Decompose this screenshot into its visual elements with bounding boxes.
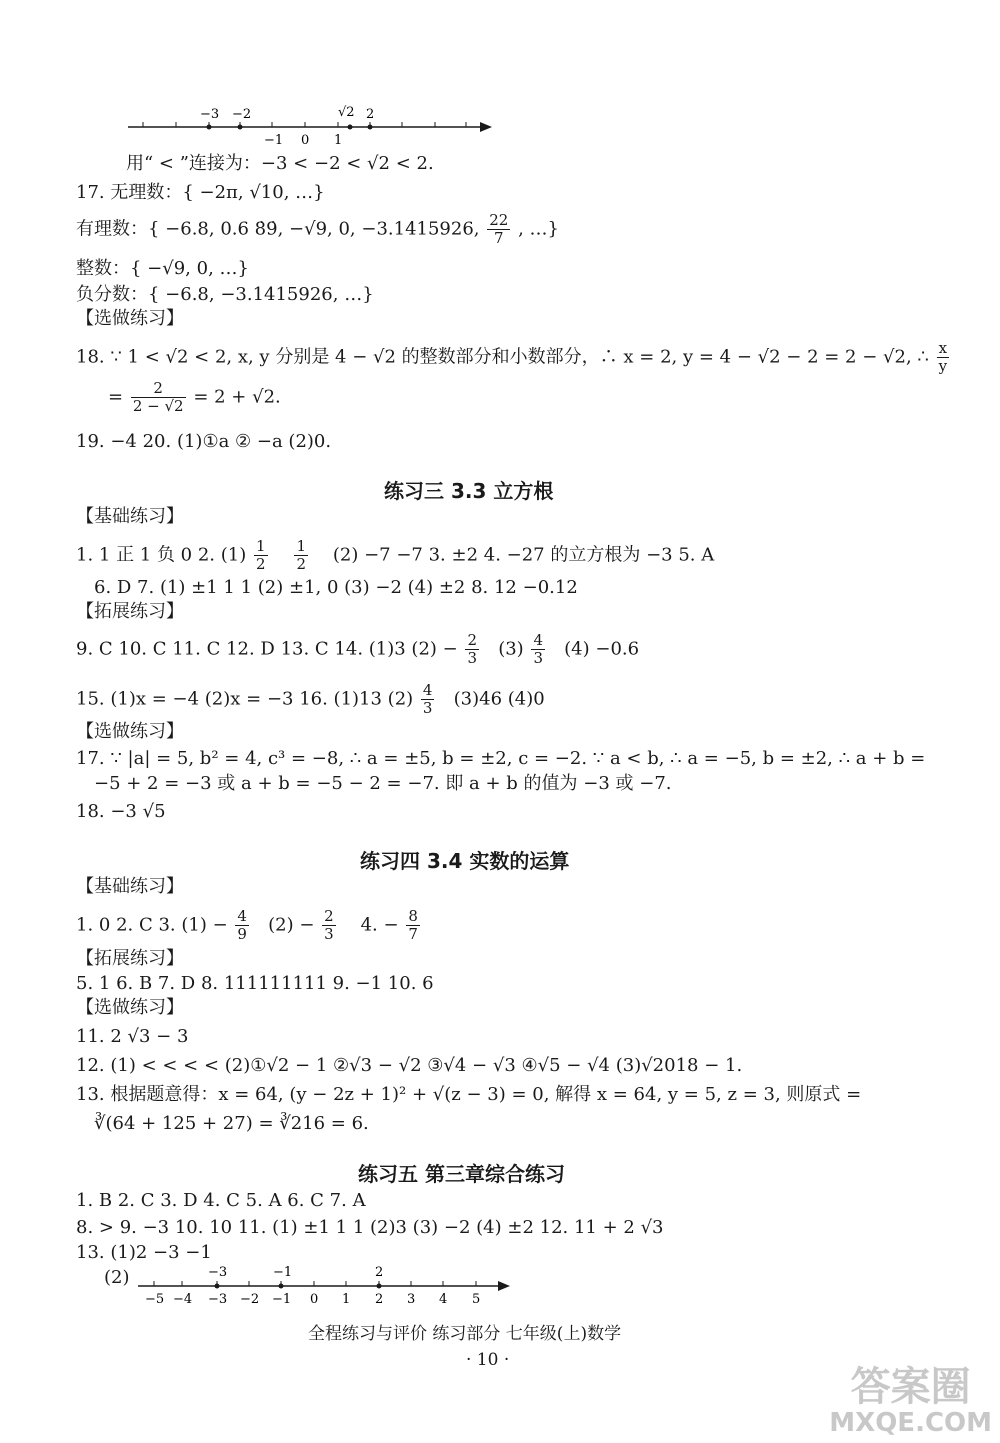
nl1-label-2: 2 [366,107,375,122]
ex4-q13-line2: ∛(64 + 125 + 27) = ∛216 = 6. [94,1113,369,1134]
ex4-q12: 12. (1) < < < < (2)①√2 − 1 ②√3 − √2 ③√4 − √3 ④√5 − √4 (3)√2018 − 1. [76,1055,743,1076]
nl1-label-0: 0 [301,133,310,148]
fraction-22-7: $\frac{22}{7}$ [489,211,509,247]
q17-rational-end: , …} [518,218,559,240]
nl1-label-sqrt2: √2 [338,105,355,120]
ex3-line2: 6. D 7. (1) ±1 1 1 (2) ±1, 0 (3) −2 (4) ±2 8. 12 −0.12 [94,577,578,598]
ex3-q17-line2: −5 + 2 = −3 或 a + b = −5 − 2 = −7. 即 a + b 的值为 −3 或 −7. [94,773,672,794]
fraction-4-3-a: $\frac{4}{3}$ [533,631,543,667]
nl1-label-1: 1 [334,133,343,148]
nl2-tick-minus4: −4 [173,1292,193,1307]
section-basic-4: 【基础练习】 [76,876,184,897]
number-line-2 [130,1260,520,1308]
nl2-tick-minus5: −5 [145,1292,165,1307]
ex3-q16-rest: (3)46 (4)0 [453,688,545,710]
nl1-label-minus2: −2 [232,107,252,122]
fraction-half-2: $\frac{1}{2}$ [296,537,306,573]
ex3-line3 [76,632,639,667]
fraction-4-9: $\frac{4}{9}$ [237,907,247,943]
ex4-line2: 5. 1 6. B 7. D 8. 111111111 9. −1 10. 6 [76,973,434,994]
page-number: · 10 · [466,1350,510,1370]
q16-order: 用“ < ”连接为：−3 < −2 < √2 < 2. [126,153,434,174]
ex3-q15-16: 15. (1)x = −4 (2)x = −3 16. (1)13 (2) [76,688,414,710]
q18-line1 [76,340,951,375]
section-extend-4: 【拓展练习】 [76,948,184,969]
ex3-q9-14: 9. C 10. C 11. C 12. D 13. C 14. (1)3 (2) − [76,638,458,660]
fraction-half-1: $\frac{1}{2}$ [256,537,266,573]
watermark-bottom: MXQE.COM [829,1408,992,1438]
nl2-above-minus1: −1 [273,1265,293,1280]
nl2-tick-minus1: −1 [272,1292,292,1307]
nl2-tick-2: 2 [375,1292,384,1307]
fraction-8-7: $\frac{8}{7}$ [408,907,418,943]
ex3-line1 [76,538,714,573]
q17-integers: 整数：{ −√9, 0, …} [76,258,249,279]
q17-rational [76,212,559,247]
ex3-q17-line1: 17. ∵ |a| = 5, b² = 4, c³ = −8, ∴ a = ±5, b = ±2, c = −2. ∵ a < b, ∴ a = −5, b = ±2, ∴ a + b = [76,748,926,769]
section-extend-3: 【拓展练习】 [76,601,184,622]
fraction-2-3: $\frac{2}{3}$ [467,631,478,667]
ex4-q11: 11. 2 √3 − 3 [76,1026,189,1047]
ex3-q2-5: (2) −7 −7 3. ±2 4. −27 的立方根为 −3 5. A [332,544,715,566]
ex3-q18: 18. −3 √5 [76,801,166,822]
nl1-label-minus1: −1 [264,133,284,148]
nl2-tick-5: 5 [472,1292,481,1307]
ex5-line3: 13. (1)2 −3 −1 [76,1242,212,1263]
nl2-tick-minus2: −2 [240,1292,260,1307]
nl2-above-2: 2 [375,1265,384,1280]
ex5-line2: 8. > 9. −3 10. 10 11. (1) ±1 1 1 (2)3 (3) −2 (4) ±2 12. 11 + 2 √3 [76,1217,664,1238]
q17-negative-fractions: 负分数：{ −6.8, −3.1415926, …} [76,284,374,305]
ex4-q1-3: 1. 0 2. C 3. (1) − [76,914,228,936]
ex4-q3-2: (2) − [268,914,315,936]
fraction-2-over-2-minus-sqrt2: $\frac{2}{2 - √2}$ [132,379,184,415]
nl2-tick-1: 1 [342,1292,351,1307]
footer-title: 全程练习与评价 练习部分 七年级(上)数学 [308,1324,622,1344]
fraction-2-3-b: $\frac{2}{3}$ [324,907,334,943]
heading-exercise-4: 练习四 3.4 实数的运算 [360,849,570,873]
ex3-q14-4: (4) −0.6 [564,638,640,660]
q18-line2: = $\frac{2}{2 - √2}$ = 2 + √2. [108,379,281,415]
watermark-top: 答案圈 [850,1364,971,1410]
ex3-q14-3: (3) [498,638,524,660]
ex3-line4 [76,682,545,717]
ex4-q4: 4. − [360,914,399,936]
ex4-q13-line1: 13. 根据题意得：x = 64, (y − 2z + 1)² + √(z − 3) = 0, 解得 x = 64, y = 5, z = 3, 则原式 = [76,1084,862,1105]
nl2-above-minus3: −3 [208,1265,228,1280]
ex4-line1 [76,908,422,943]
section-optional-4: 【选做练习】 [76,997,184,1018]
q18-text: 18. ∵ 1 < √2 < 2, x, y 分别是 4 − √2 的整数部分和小数部分，∴ x = 2, y = 4 − √2 − 2 = 2 − √2, ∴ [76,346,929,368]
nl2-tick-0: 0 [310,1292,319,1307]
heading-exercise-3: 练习三 3.3 立方根 [384,479,554,503]
nl1-label-minus3: −3 [200,107,220,122]
ex3-q1-2: 1. 1 正 1 负 0 2. (1) [76,544,247,566]
q18-result: = 2 + √2. [193,386,281,408]
ex5-q13-2-label: (2) [104,1267,130,1288]
nl2-tick-3: 3 [407,1292,416,1307]
fraction-x-y: $\frac{x}{y}$ [938,339,948,375]
watermark [829,1365,992,1437]
fraction-4-3-b: $\frac{4}{3}$ [422,681,433,717]
section-optional-3: 【选做练习】 [76,721,184,742]
nl2-tick-4: 4 [439,1292,448,1307]
q19-20: 19. −4 20. (1)①a ② −a (2)0. [76,431,332,452]
number-line-1 [120,100,500,148]
section-basic-3: 【基础练习】 [76,506,184,527]
q17-rational-text: 有理数：{ −6.8, 0.6 8̇9̇, −√9, 0, −3.1415926, [76,218,480,240]
nl2-tick-minus3: −3 [208,1292,228,1307]
section-optional-1: 【选做练习】 [76,308,184,329]
ex5-line1: 1. B 2. C 3. D 4. C 5. A 6. C 7. A [76,1190,366,1211]
heading-exercise-5: 练习五 第三章综合练习 [358,1162,565,1186]
q17-irrational: 17. 无理数：{ −2π, √10, …} [76,182,325,203]
